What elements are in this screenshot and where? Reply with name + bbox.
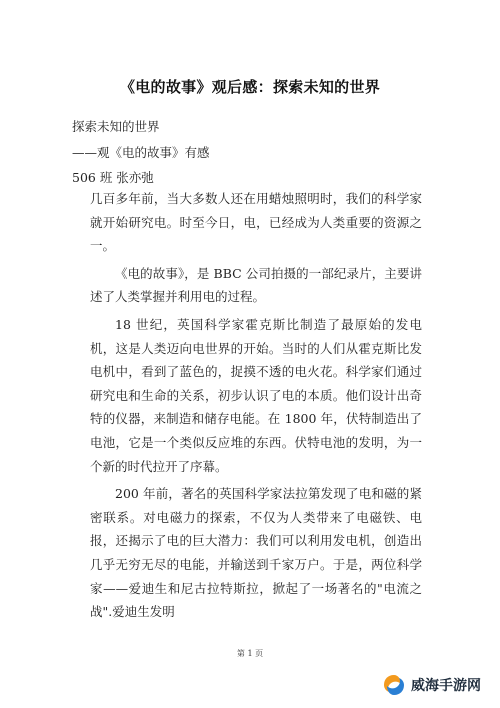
paragraph-1: 几百多年前，当大多数人还在用蜡烛照明时，我们的科学家就开始研究电。时至今日，电，已经成为人类重要的资源之一。 — [90, 191, 422, 254]
page-number: 第 1 页 — [236, 649, 264, 658]
paragraph-4: 200 年前，著名的英国科学家法拉第发现了电和磁的紧密联系。对电磁力的探索，不仅为人类带来了电磁铁、电报，还揭示了电的巨大潜力：我们可以利用发电机，创造出几乎无穷无尽的电能，并输送到千家万户。于是，两位科学家——爱迪生和尼古拉特斯拉，掀起了一场著名的"电流之战".爱迪生发明 — [90, 486, 422, 620]
essay-body — [90, 187, 422, 624]
paragraph-3: 18 世纪，英国科学家霍克斯比制造了最原始的发电机，这是人类迈向电世界的开始。当时的人们从霍克斯比发电机中，看到了蓝色的，捉摸不透的电火花。科学家们通过研究电和生命的关系，初步认识了电的本质。他们设计出奇特的仪器，来制造和储存电能。在 1800 年，伏特制造出了电池，它是一个类似反应堆的东西。伏特电池的发明，为一个新的时代拉开了序幕。 — [90, 316, 422, 474]
essay-subtitle: 探索未知的世界 — [72, 119, 160, 134]
paragraph-2: 《电的故事》，是 BBC 公司拍摄的一部纪录片，主要讲述了人类掌握并利用电的过程。 — [90, 265, 422, 305]
site-watermark[interactable] — [382, 670, 492, 700]
watermark-text: 威海手游网 — [411, 678, 481, 694]
swirl-logo-icon — [382, 673, 406, 697]
essay-author: 506 班 张亦弛 — [72, 170, 154, 185]
document-title: 《电的故事》观后感：探索未知的世界 — [119, 78, 381, 96]
essay-dedication: ——观《电的故事》有感 — [72, 145, 210, 160]
